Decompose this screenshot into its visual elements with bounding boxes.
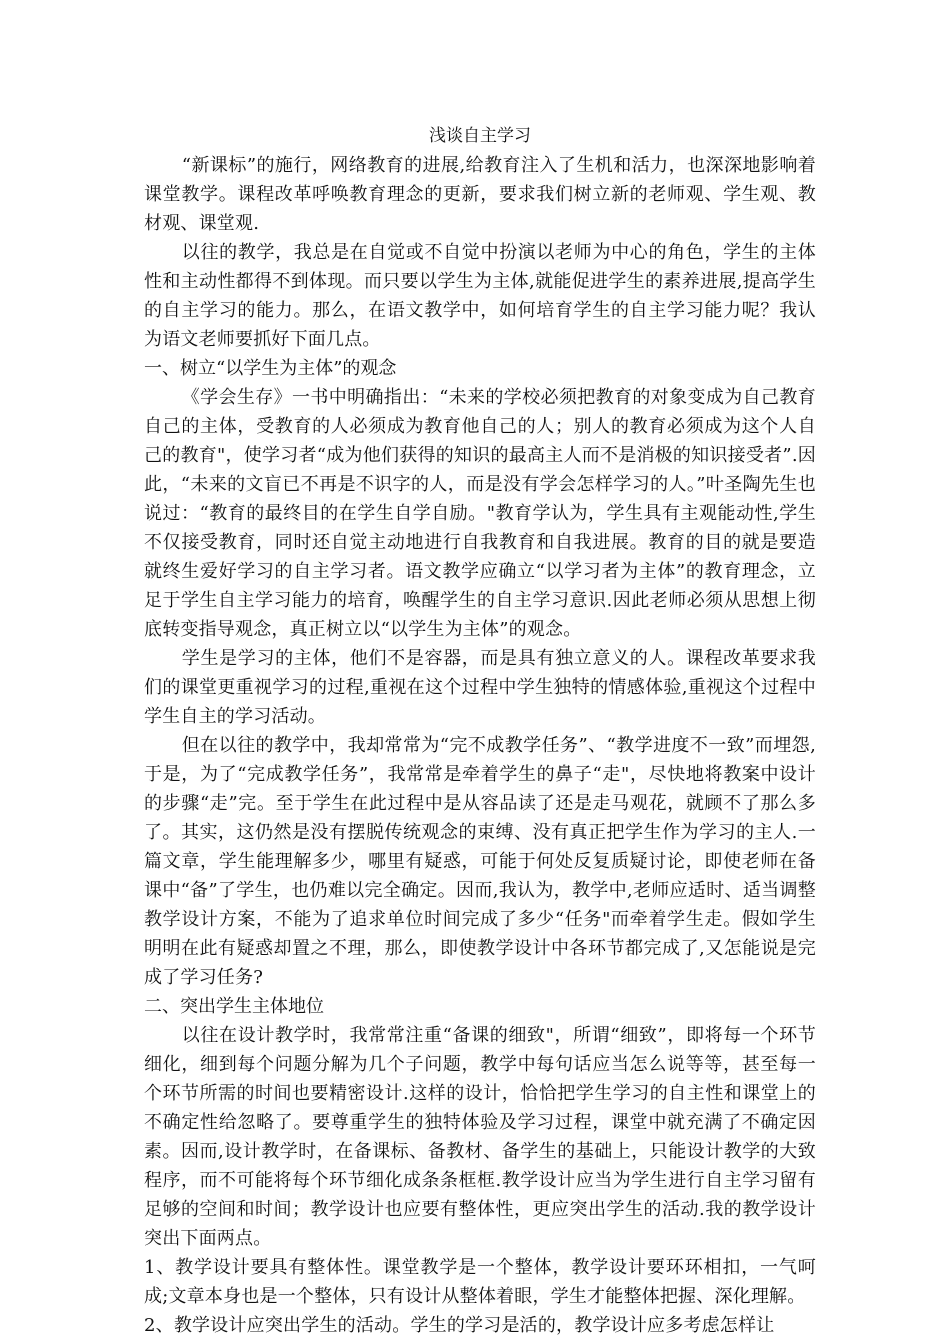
document-title: 浅谈自主学习	[429, 126, 531, 146]
paragraph-teaching-tasks: 但在以往的教学中，我却常常为“完不成教学任务”、“教学进度不一致”而埋怨,于是，为了“完成教学任务”，我常常是牵着学生的鼻子“走"，尽快地将教案中设计的步骤“走”完。至于学生在此过程中是从容品读了还是走马观花，就顾不了那么多了。其实，这仍然是没有摆脱传统观念的束缚、没有真正把学生作为学习的主人.一篇文章，学生能理解多少，哪里有疑惑，可能于何处反复质疑讨论，即使老师在备课中“备”了学生，也仍难以完全确定。因而,我认为，教学中,老师应适时、适当调整教学设计方案，不能为了追求单位时间完成了多少“任务"而牵着学生走。假如学生明明在此有疑惑却置之不理，那么，即使教学设计中各环节都完成了,又怎能说是完成了学习任务?	[144, 735, 816, 988]
paragraph-students-subject: 学生是学习的主体，他们不是容器，而是具有独立意义的人。课程改革要求我们的课堂更重视学习的过程,重视在这个过程中学生独特的情感体验,重视这个过程中学生自主的学习活动。	[144, 648, 816, 727]
document-body	[144, 121, 816, 1340]
section-heading-1: 一、树立“以学生为主体”的观念	[144, 358, 397, 379]
list-item-1: 1、教学设计要具有整体性。课堂教学是一个整体，教学设计要环环相扣，一气呵成;文章本身也是一个整体，只有设计从整体着眼，学生才能整体把握、深化理解。	[144, 1257, 816, 1307]
paragraph-lesson-design: 以往在设计教学时，我常常注重“备课的细致"，所谓“细致”，即将每一个环节细化，细到每个问题分解为几个子问题，教学中每句话应当怎么说等等，甚至每一个环节所需的时间也要精密设计.这样的设计，恰恰把学生学习的自主性和课堂上的不确定性给忽略了。要尊重学生的独特体验及学习过程，课堂中就充满了不确定因素。因而,设计教学时，在备课标、备教材、备学生的基础上，只能设计教学的大致程序，而不可能将每个环节细化成条条框框.教学设计应当为学生进行自主学习留有足够的空间和时间；教学设计也应要有整体性，更应突出学生的活动.我的教学设计突出下面两点。	[144, 1025, 816, 1249]
section-heading-2: 二、突出学生主体地位	[144, 996, 324, 1017]
paragraph-intro: “新课标”的施行，网络教育的进展,给教育注入了生机和活力，也深深地影响着课堂教学。课程改革呼唤教育理念的更新，要求我们树立新的老师观、学生观、教材观、课堂观.	[144, 155, 816, 234]
list-item-2: 2、教学设计应突出学生的活动。学生的学习是活的，教学设计应多考虑怎样让	[144, 1315, 775, 1336]
paragraph-past-teaching: 以往的教学，我总是在自觉或不自觉中扮演以老师为中心的角色，学生的主体性和主动性都得不到体现。而只要以学生为主体,就能促进学生的素养进展,提高学生的自主学习的能力。那么，在语文教学中，如何培育学生的自主学习能力呢？我认为语文老师要抓好下面几点。	[144, 242, 816, 350]
paragraph-learning-to-survive: 《学会生存》一书中明确指出：“未来的学校必须把教育的对象变成为自己教育自己的主体，受教育的人必须成为教育他自己的人；别人的教育必须成为这个人自己的教育"，使学习者“成为他们获得的知识的最高主人而不是消极的知识接受者”.因此，“未来的文盲已不再是不识字的人，而是没有学会怎样学习的人。”叶圣陶先生也说过：“教育的最终目的在学生自学自励。"教育学认为，学生具有主观能动性,学生不仅接受教育，同时还自觉主动地进行自我教育和自我进展。教育的目的就是要造就终生爱好学习的自主学习者。语文教学应确立“以学习者为主体”的教育理念，立足于学生自主学习能力的培育，唤醒学生的自主学习意识.因此老师必须从思想上彻底转变指导观念，真正树立以“以学生为主体”的观念。	[144, 387, 816, 640]
